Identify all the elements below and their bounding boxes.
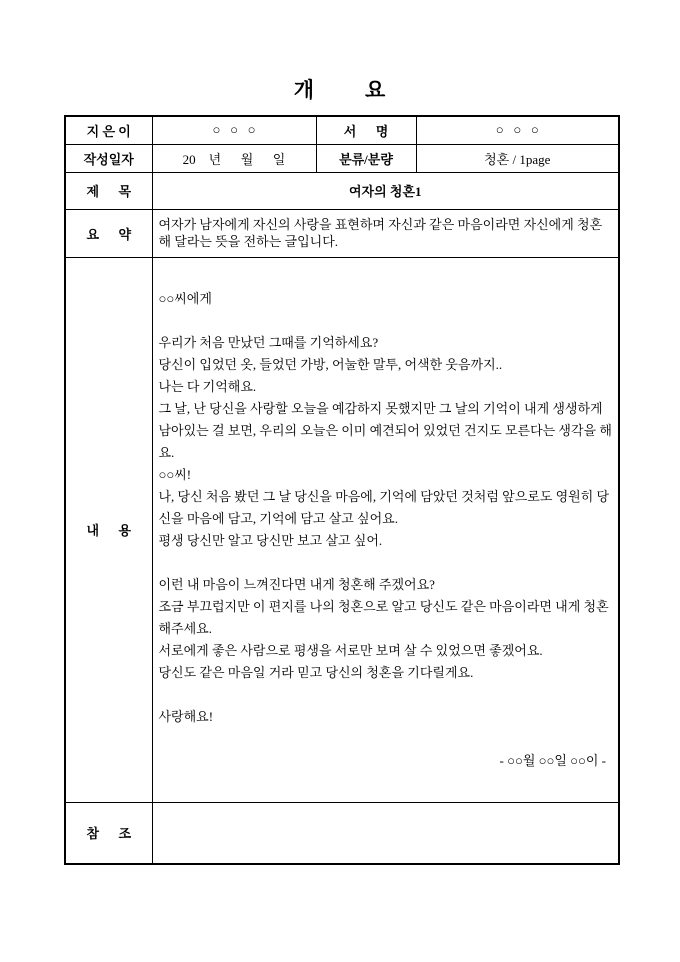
content-line: 사랑해요! — [158, 708, 214, 724]
content-line — [159, 552, 613, 574]
author-label: 지 은 이 — [65, 116, 152, 144]
title-value: 여자의 청혼1 — [152, 172, 619, 209]
content-line — [159, 310, 613, 332]
reference-label: 참 조 — [65, 802, 152, 864]
summary-label: 요 약 — [65, 209, 152, 257]
content-line: 당신도 같은 마음일 거라 믿고 당신의 청혼을 기다릴게요. — [158, 664, 474, 680]
content-line: 당신이 입었던 옷, 들었던 가방, 어눌한 말투, 어색한 웃음까지.. — [158, 356, 503, 372]
date-value: 20 년 월 일 — [152, 144, 316, 172]
booktitle-value: ○ ○ ○ — [416, 116, 619, 144]
row-title — [65, 172, 619, 209]
content-line: ○○씨에게 — [158, 290, 212, 306]
content-line: 조금 부끄럽지만 이 편지를 나의 청혼으로 알고 당신도 같은 마음이라면 내게 청혼해주세요. — [158, 598, 609, 636]
content-line: ○○씨! — [158, 466, 192, 482]
category-label: 분류/분량 — [316, 144, 416, 172]
content-label: 내 용 — [65, 257, 152, 802]
row-content — [65, 257, 619, 802]
content-line: 나, 당신 처음 봤던 그 날 당신을 마음에, 기억에 담았던 것처럼 앞으로도 영원히 당신을 마음에 담고, 기억에 담고 살고 싶어요. — [158, 488, 610, 526]
content-line: 평생 당신만 알고 당신만 보고 살고 싶어. — [158, 532, 383, 548]
content-line: 나는 다 기억해요. — [158, 378, 257, 394]
row-summary — [65, 209, 619, 257]
row-date-category — [65, 144, 619, 172]
content-line — [159, 728, 613, 750]
author-value: ○ ○ ○ — [152, 116, 316, 144]
content-cell — [152, 257, 619, 802]
content-line: 이런 내 마음이 느껴진다면 내게 청혼해 주겠어요? — [158, 576, 435, 592]
content-signature: - ○○월 ○○일 ○○이 - — [499, 752, 606, 768]
date-label: 작성일자 — [65, 144, 152, 172]
page-title: 개 요 — [293, 78, 387, 102]
content-line: 서로에게 좋은 사람으로 평생을 서로만 보며 살 수 있었으면 좋겠어요. — [158, 642, 543, 658]
overview-table — [64, 115, 620, 865]
content-text — [159, 288, 613, 750]
row-reference — [65, 802, 619, 864]
summary-value: 여자가 남자에게 자신의 사랑을 표현하며 자신과 같은 마음이라면 자신에게 청혼해 달라는 뜻을 전하는 글입니다. — [152, 209, 619, 257]
title-label: 제 목 — [65, 172, 152, 209]
reference-value — [152, 802, 619, 864]
row-author-booktitle — [65, 116, 619, 144]
content-line — [159, 684, 613, 706]
booktitle-label: 서 명 — [316, 116, 416, 144]
content-line: 그 날, 난 당신을 사랑할 오늘을 예감하지 못했지만 그 날의 기억이 내게 생생하게 남아있는 걸 보면, 우리의 오늘은 이미 예견되어 있었던 건지도 모른다는 생각을 해요. — [158, 400, 612, 460]
category-value: 청혼 / 1page — [416, 144, 619, 172]
content-line: 우리가 처음 만났던 그때를 기억하세요? — [158, 334, 379, 350]
